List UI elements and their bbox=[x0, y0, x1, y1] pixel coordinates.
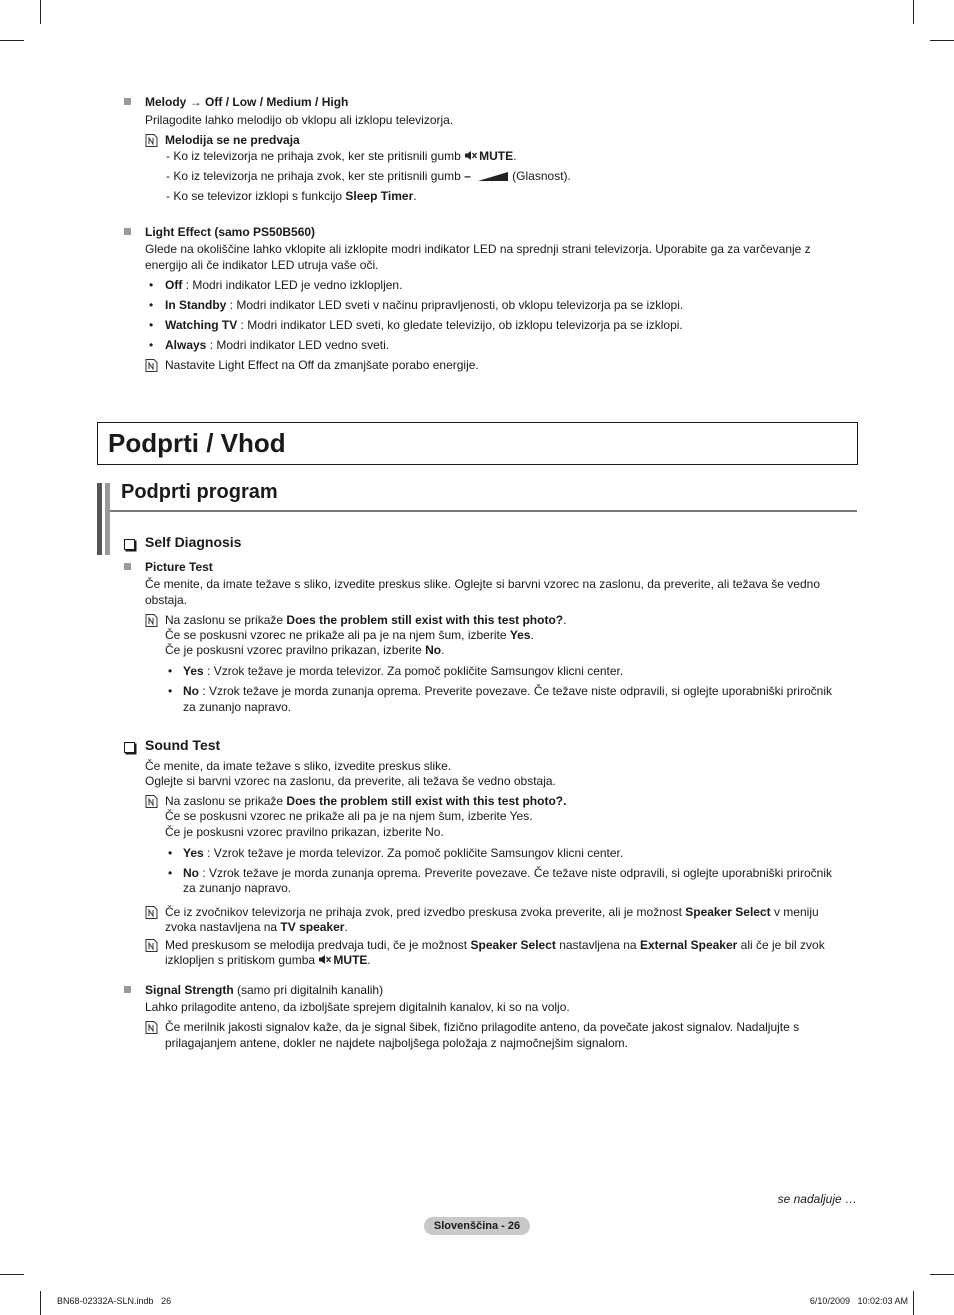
light-effect-description: Glede na okoliščine lahko vklopite ali izklopite modri indikator LED na sprednji strani televizorja. Uporabite ga za varčevanje z bbox=[145, 242, 811, 256]
sound-test-extra-note: Če iz zvočnikov televizorja ne prihaja zvok, pred izvedbo preskusa zvoka preverite, ali je možnost Speaker Select v meniju bbox=[165, 905, 819, 919]
checkbox-icon bbox=[124, 742, 135, 753]
list-item: Watching TV : Modri indikator LED sveti, ko gledate televizijo, ob izklopu televizorja pa se izklopi. bbox=[165, 318, 683, 332]
light-effect-heading: Light Effect (samo PS50B560) bbox=[145, 225, 316, 239]
crop-mark bbox=[913, 0, 914, 24]
signal-strength-note: Če merilnik jakosti signalov kaže, da je signal šibek, fizično prilagodite anteno, da povečate jakost signalov. Nadaljujte s bbox=[165, 1020, 800, 1034]
light-effect-note: Nastavite Light Effect na Off da zmanjšate porabo energije. bbox=[165, 358, 479, 372]
bullet-dot: • bbox=[149, 278, 154, 292]
list-item: Yes : Vzrok težave je morda televizor. Za pomoč pokličite Samsungov klicni center. bbox=[183, 664, 624, 678]
subsection-underline bbox=[110, 510, 857, 512]
page-number: Slovenščina - 26 bbox=[433, 1220, 521, 1232]
page-title: Podprti / Vhod bbox=[108, 428, 286, 458]
self-diagnosis-title: Self Diagnosis bbox=[145, 534, 242, 550]
list-item: Always : Modri indikator LED vedno sveti. bbox=[165, 338, 390, 352]
checkbox-icon bbox=[124, 539, 135, 550]
note-icon bbox=[144, 905, 159, 920]
list-item-continuation: za zunanjo napravo. bbox=[183, 881, 292, 895]
melody-note-line: - Ko se televizor izklopi s funkcijo Sleep Timer. bbox=[166, 189, 417, 203]
crop-mark bbox=[930, 1274, 954, 1275]
picture-test-heading: Picture Test bbox=[145, 560, 213, 574]
continued-text: se nadaljuje … bbox=[777, 1192, 857, 1206]
signal-strength-description: Lahko prilagodite anteno, da izboljšate sprejem digitalnih kanalov, ki so na voljo. bbox=[145, 1000, 570, 1014]
mute-icon bbox=[318, 954, 331, 965]
sound-test-extra-note: zvoka nastavljena na TV speaker. bbox=[165, 920, 348, 934]
bullet-dot: • bbox=[149, 298, 154, 312]
sound-test-note: Na zaslonu se prikaže Does the problem still exist with this test photo?. bbox=[165, 794, 567, 808]
list-item: Off : Modri indikator LED je vedno izklopljen. bbox=[165, 278, 403, 292]
bullet-dot: • bbox=[168, 866, 173, 880]
note-icon bbox=[144, 938, 159, 953]
sound-test-extra-note: izklopljen s pritiskom gumba MUTE. bbox=[165, 953, 371, 967]
print-timestamp: 6/10/2009 10:02:03 AM bbox=[809, 1296, 908, 1306]
bullet-dot: • bbox=[149, 318, 154, 332]
signal-strength-note: prilagajanjem antene, dokler ne najdete najboljšega položaja z najmočnejšim signalom. bbox=[165, 1036, 628, 1050]
crop-mark bbox=[0, 1274, 24, 1275]
list-item: Yes : Vzrok težave je morda televizor. Za pomoč pokličite Samsungov klicni center. bbox=[183, 846, 624, 860]
crop-mark bbox=[40, 1291, 41, 1315]
square-bullet-icon bbox=[124, 98, 131, 105]
file-name: BN68-02332A-SLN.indb 26 bbox=[57, 1296, 172, 1306]
crop-mark bbox=[930, 40, 954, 41]
list-item: In Standby : Modri indikator LED sveti v načinu pripravljenosti, ob vklopu televizorja pa se izklopi. bbox=[165, 298, 684, 312]
subsection-bar bbox=[105, 483, 110, 555]
melody-description: Prilagodite lahko melodijo ob vklopu ali izklopu televizorja. bbox=[145, 113, 454, 127]
note-icon bbox=[144, 794, 159, 809]
light-effect-description: energijo ali če indikator LED utruja vaše oči. bbox=[145, 258, 379, 272]
list-item-continuation: za zunanjo napravo. bbox=[183, 700, 292, 714]
volume-icon bbox=[478, 171, 508, 181]
list-item: No : Vzrok težave je morda zunanja oprema. Preverite povezave. Če težave niste odpravili, si oglejte uporabniški priročnik bbox=[183, 684, 832, 698]
mute-icon bbox=[464, 150, 477, 161]
melody-note-title: Melodija se ne predvaja bbox=[165, 133, 300, 147]
bullet-dot: • bbox=[168, 846, 173, 860]
square-bullet-icon bbox=[124, 986, 131, 993]
melody-note-line: - Ko iz televizorja ne prihaja zvok, ker ste pritisnili gumb MUTE. bbox=[166, 149, 517, 163]
bullet-dot: • bbox=[168, 684, 173, 698]
note-icon bbox=[144, 613, 159, 628]
melody-note-line: - Ko iz televizorja ne prihaja zvok, ker ste pritisnili gumb – (Glasnost). bbox=[166, 169, 571, 183]
picture-test-note: Na zaslonu se prikaže Does the problem still exist with this test photo?. bbox=[165, 613, 567, 627]
sound-test-description: Oglejte si barvni vzorec na zaslonu, da preverite, ali težava še vedno obstaja. bbox=[145, 774, 556, 788]
subsection-bar bbox=[97, 483, 102, 555]
note-icon bbox=[144, 358, 159, 373]
note-icon bbox=[144, 133, 159, 148]
sound-test-extra-note: Med preskusom se melodija predvaja tudi, če je možnost Speaker Select nastavljena na External Speaker ali če je bil zvok bbox=[165, 938, 825, 952]
crop-mark bbox=[913, 1291, 914, 1315]
square-bullet-icon bbox=[124, 563, 131, 570]
sound-test-note: Če se poskusni vzorec ne prikaže ali pa je na njem šum, izberite Yes. bbox=[165, 809, 533, 823]
note-icon bbox=[144, 1020, 159, 1035]
picture-test-note: Če se poskusni vzorec ne prikaže ali pa je na njem šum, izberite Yes. bbox=[165, 628, 534, 642]
signal-strength-heading: Signal Strength (samo pri digitalnih kanalih) bbox=[145, 983, 384, 997]
sound-test-title: Sound Test bbox=[145, 737, 221, 753]
list-item: No : Vzrok težave je morda zunanja oprema. Preverite povezave. Če težave niste odpravili, si oglejte uporabniški priročnik bbox=[183, 866, 832, 880]
bullet-dot: • bbox=[168, 664, 173, 678]
picture-test-note: Če je poskusni vzorec pravilno prikazan, izberite No. bbox=[165, 643, 445, 657]
melody-heading: Melody → Off / Low / Medium / High bbox=[145, 95, 349, 109]
crop-mark bbox=[0, 40, 24, 41]
sound-test-note: Če je poskusni vzorec pravilno prikazan, izberite No. bbox=[165, 825, 444, 839]
picture-test-description: Če menite, da imate težave s sliko, izvedite preskus slike. Oglejte si barvni vzorec na zaslonu, da preverite, ali težava še vedno bbox=[145, 577, 820, 591]
square-bullet-icon bbox=[124, 228, 131, 235]
picture-test-description: obstaja. bbox=[145, 593, 188, 607]
sound-test-description: Če menite, da imate težave s sliko, izvedite preskus slike. bbox=[145, 759, 452, 773]
bullet-dot: • bbox=[149, 338, 154, 352]
crop-mark bbox=[40, 0, 41, 24]
subsection-title: Podprti program bbox=[121, 481, 278, 503]
